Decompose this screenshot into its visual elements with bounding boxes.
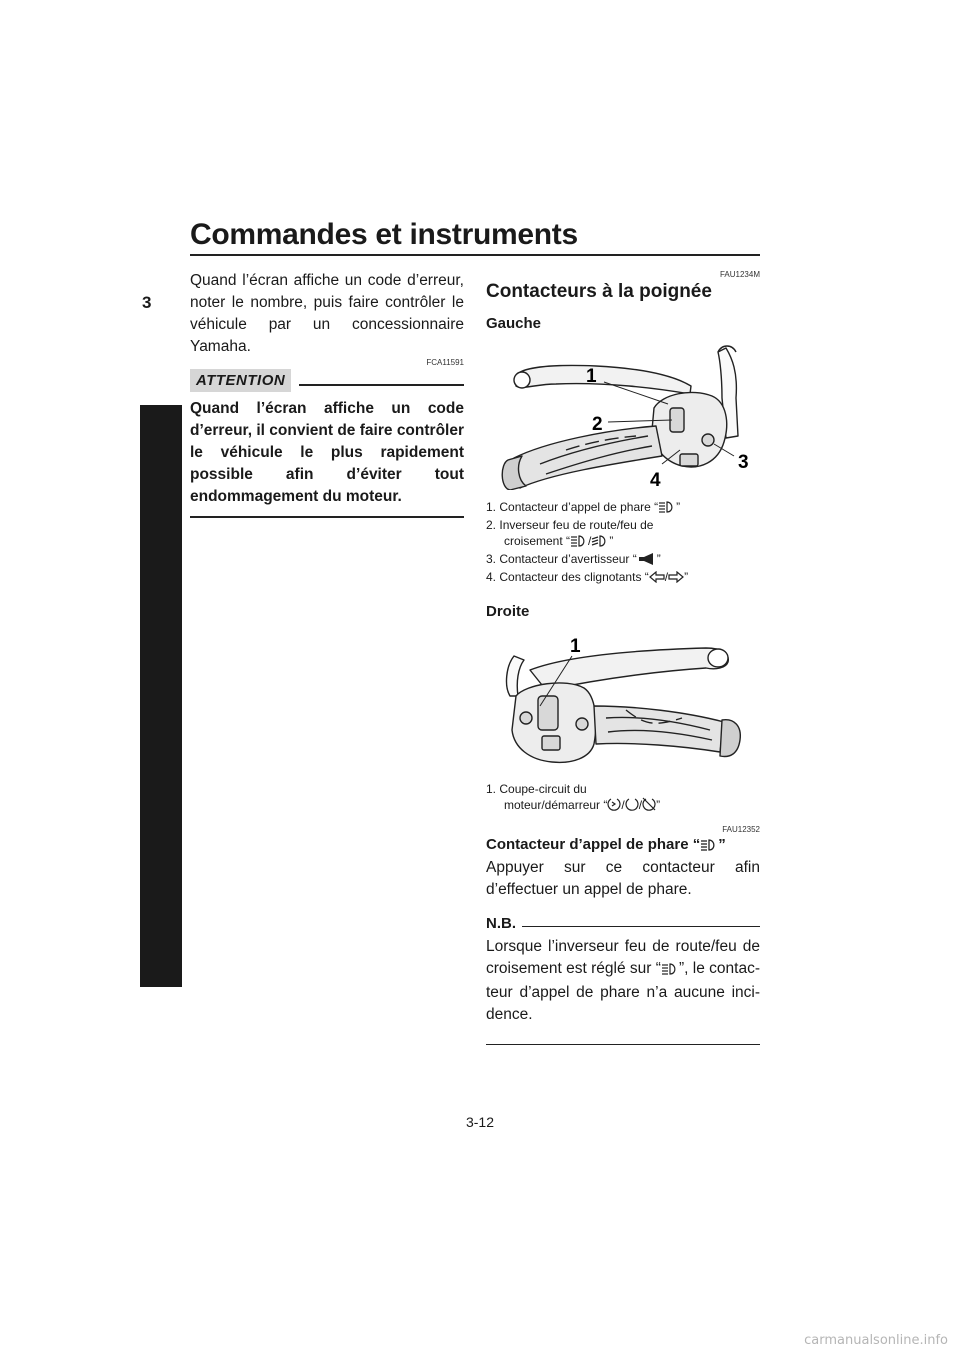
attention-end-rule — [190, 516, 464, 518]
section-code: FAU1234M — [719, 270, 760, 279]
attention-text: Quand l’écran affiche un code d’erreur, il convient de faire contrôler le véhicule le plus rapidement possible afin d’éviter tout endommagement du moteur. — [190, 400, 464, 505]
caption-item: 1. Contacteur d’appel de phare “ ” — [486, 499, 760, 517]
turn-left-icon — [649, 571, 665, 587]
turn-right-icon — [668, 571, 684, 587]
right-handlebar-figure — [486, 626, 760, 777]
passing-switch-paragraph: Appuyer sur ce contacteur afin d’effectuer un appel de phare. — [486, 859, 760, 898]
left-handlebar-label: Gauche — [486, 315, 542, 332]
right-figure-captions — [486, 781, 760, 815]
left-column — [190, 270, 464, 518]
right-handlebar-illustration — [486, 626, 760, 772]
left-handlebar-illustration — [486, 338, 760, 490]
engine-stop-icon — [642, 797, 656, 815]
subsection-title: Contacteur d’appel de phare “ ” — [486, 836, 726, 853]
attention-header — [190, 369, 464, 392]
attention-label: ATTENTION — [190, 369, 291, 392]
engine-start-icon — [607, 797, 621, 815]
nb-header — [486, 915, 760, 932]
section-title: Contacteurs à la poignée — [486, 281, 712, 302]
nb-rule — [522, 926, 760, 927]
watermark: carmanualsonline.info — [804, 1333, 948, 1348]
attention-code: FCA11591 — [426, 358, 464, 367]
caption-item: 1. Coupe-circuit du moteur/démarreur “ / / ” — [486, 781, 760, 815]
engine-run-icon — [625, 797, 639, 815]
right-handlebar-label: Droite — [486, 603, 530, 620]
error-code-paragraph: Quand l’écran affiche un code d’erreur, noter le nombre, puis faire contrôler le véhicule par un concessionnaire Yamaha. — [190, 272, 464, 355]
left-figure-captions — [486, 499, 760, 587]
caption-item: 4. Contacteur des clignotants “ / ” — [486, 569, 760, 587]
chapter-number: 3 — [142, 293, 152, 312]
nb-end-rule — [486, 1044, 760, 1045]
headlight-high-icon — [570, 535, 588, 551]
figure-number-1: 1 — [586, 366, 597, 387]
right-column — [486, 270, 760, 1045]
subsection-code: FAU12352 — [722, 825, 760, 834]
page-title: Commandes et instruments — [190, 218, 578, 251]
attention-rule — [299, 384, 464, 386]
nb-text: Lorsque l’inverseur feu de route/feu de croisement est réglé sur “ ”, le contacteur d’appel de phare n’a aucune incidence. — [486, 938, 760, 1023]
chapter-tab — [140, 405, 182, 987]
left-handlebar-figure — [486, 338, 760, 495]
figure-number-1: 1 — [570, 636, 581, 657]
figure-number-3: 3 — [738, 452, 749, 473]
page-number: 3-12 — [465, 1114, 495, 1130]
caption-item: 3. Contacteur d’avertisseur “ ” — [486, 551, 760, 569]
headlight-high-icon — [661, 960, 679, 982]
headlight-high-icon — [700, 838, 718, 855]
header-rule — [190, 254, 760, 256]
figure-number-4: 4 — [650, 470, 661, 490]
nb-label: N.B. — [486, 915, 516, 932]
headlight-high-icon — [658, 501, 676, 517]
horn-icon — [637, 553, 657, 569]
headlight-low-icon — [591, 535, 609, 551]
figure-number-2: 2 — [592, 414, 603, 435]
caption-item: 2. Inverseur feu de route/feu de croisement “ / ” — [486, 517, 760, 551]
